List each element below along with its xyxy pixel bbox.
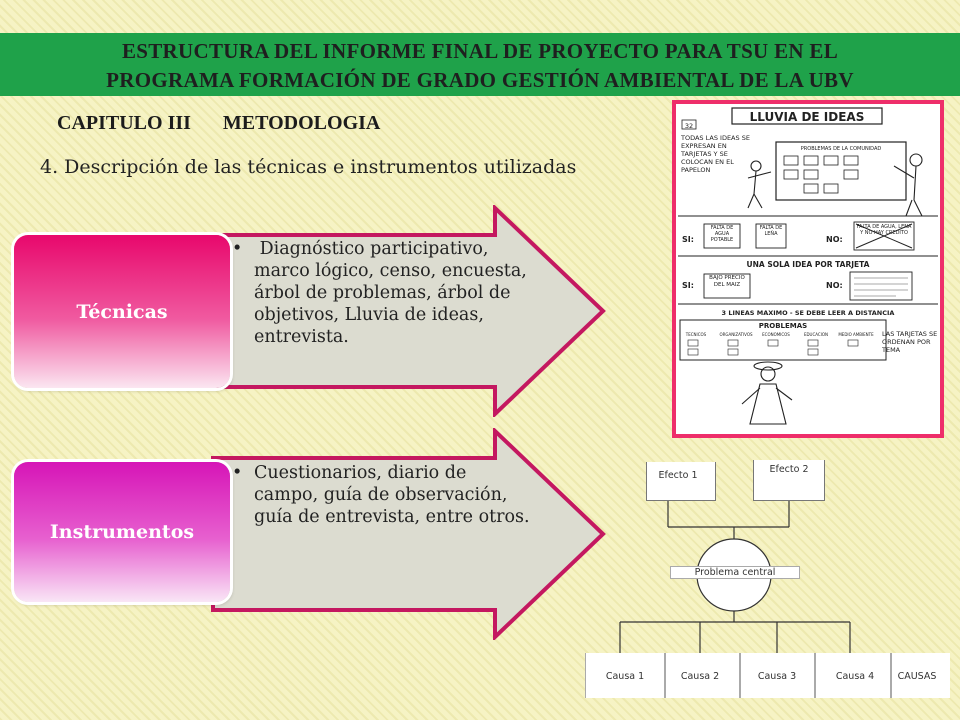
bullet-dot: • (232, 239, 243, 259)
title-line-1: ESTRUCTURA DEL INFORME FINAL DE PROYECTO PARA TSU EN EL (121, 39, 839, 63)
cause-label: Causa 4 (835, 671, 875, 682)
causes-dividers (585, 653, 950, 698)
effect-label: Efecto 2 (769, 464, 809, 475)
cause-label: Causa 3 (757, 671, 797, 682)
cause-label: Causa 1 (605, 671, 645, 682)
section-subtitle: 4. Descripción de las técnicas e instrumentos utilizadas (40, 156, 577, 178)
svg-text:MEDIO AMBIENTE: MEDIO AMBIENTE (838, 332, 874, 337)
tecnicas-text: Diagnóstico participativo, marco lógico, censo, encuesta, árbol de problemas, árbol de objetivos, Lluvia de ideas, entrevista. (254, 239, 533, 347)
bullet-dot: • (232, 463, 243, 483)
effect-box (646, 462, 716, 501)
causes-label: CAUSAS (897, 671, 937, 682)
cartoon-card-lena: FALTA DE LEÑA (759, 225, 783, 237)
effect-box (753, 460, 825, 501)
cause-label: Causa 2 (680, 671, 720, 682)
cartoon-page-number: 32 (684, 122, 694, 130)
svg-text:ORGANIZATIVOS: ORGANIZATIVOS (719, 332, 753, 337)
svg-text:TECNICOS: TECNICOS (685, 332, 707, 337)
tecnicas-label: Técnicas (76, 300, 168, 323)
cartoon-note-bottom: LAS TARJETAS SE ORDENAN POR TEMA (882, 330, 938, 354)
cartoon-problemas: PROBLEMAS (758, 322, 808, 330)
cartoon-note-top: TODAS LAS IDEAS SE EXPRESAN EN TARJETAS Y SE COLOCAN EN EL PAPELON (681, 134, 750, 174)
instrumentos-text: Cuestionarios, diario de campo, guía de observación, guía de entrevista, entre otros. (254, 463, 530, 527)
cartoon-title: LLUVIA DE IDEAS (749, 110, 865, 124)
cartoon-si-label: SI: (682, 235, 694, 244)
chapter-name: METODOLOGIA (222, 112, 381, 134)
cartoon-no-label: NO: (826, 235, 843, 244)
cartoon-three-lines: 3 LINEAS MAXIMO - SE DEBE LEER A DISTANCIA (721, 309, 895, 317)
cartoon-one-idea: UNA SOLA IDEA POR TARJETA (746, 260, 870, 269)
instrumentos-label: Instrumentos (49, 521, 195, 543)
cartoon-board-label: PROBLEMAS DE LA COMUNIDAD (800, 146, 882, 152)
effect-label: Efecto 1 (658, 470, 698, 481)
svg-text:SI:: SI: (682, 281, 694, 290)
cartoon-card-agua: FALTA DE AGUA POTABLE (710, 225, 734, 243)
cartoon-card-no: FALTA DE AGUA, LEÑA Y NO HAY CREDITO (856, 224, 912, 236)
cartoon-card-maiz: BAJO PRECIO DEL MAIZ (709, 275, 745, 288)
causes-row (585, 653, 950, 698)
title-line-2: PROGRAMA FORMACIÓN DE GRADO GESTIÓN AMBIENTAL DE LA UBV (106, 68, 854, 92)
svg-text:ECONOMICOS: ECONOMICOS (762, 332, 790, 337)
svg-text:EDUCACION: EDUCACION (803, 332, 829, 337)
central-problem-label: Problema central (670, 566, 800, 579)
chapter-number: CAPITULO III (57, 112, 191, 134)
svg-text:NO:: NO: (826, 281, 843, 290)
